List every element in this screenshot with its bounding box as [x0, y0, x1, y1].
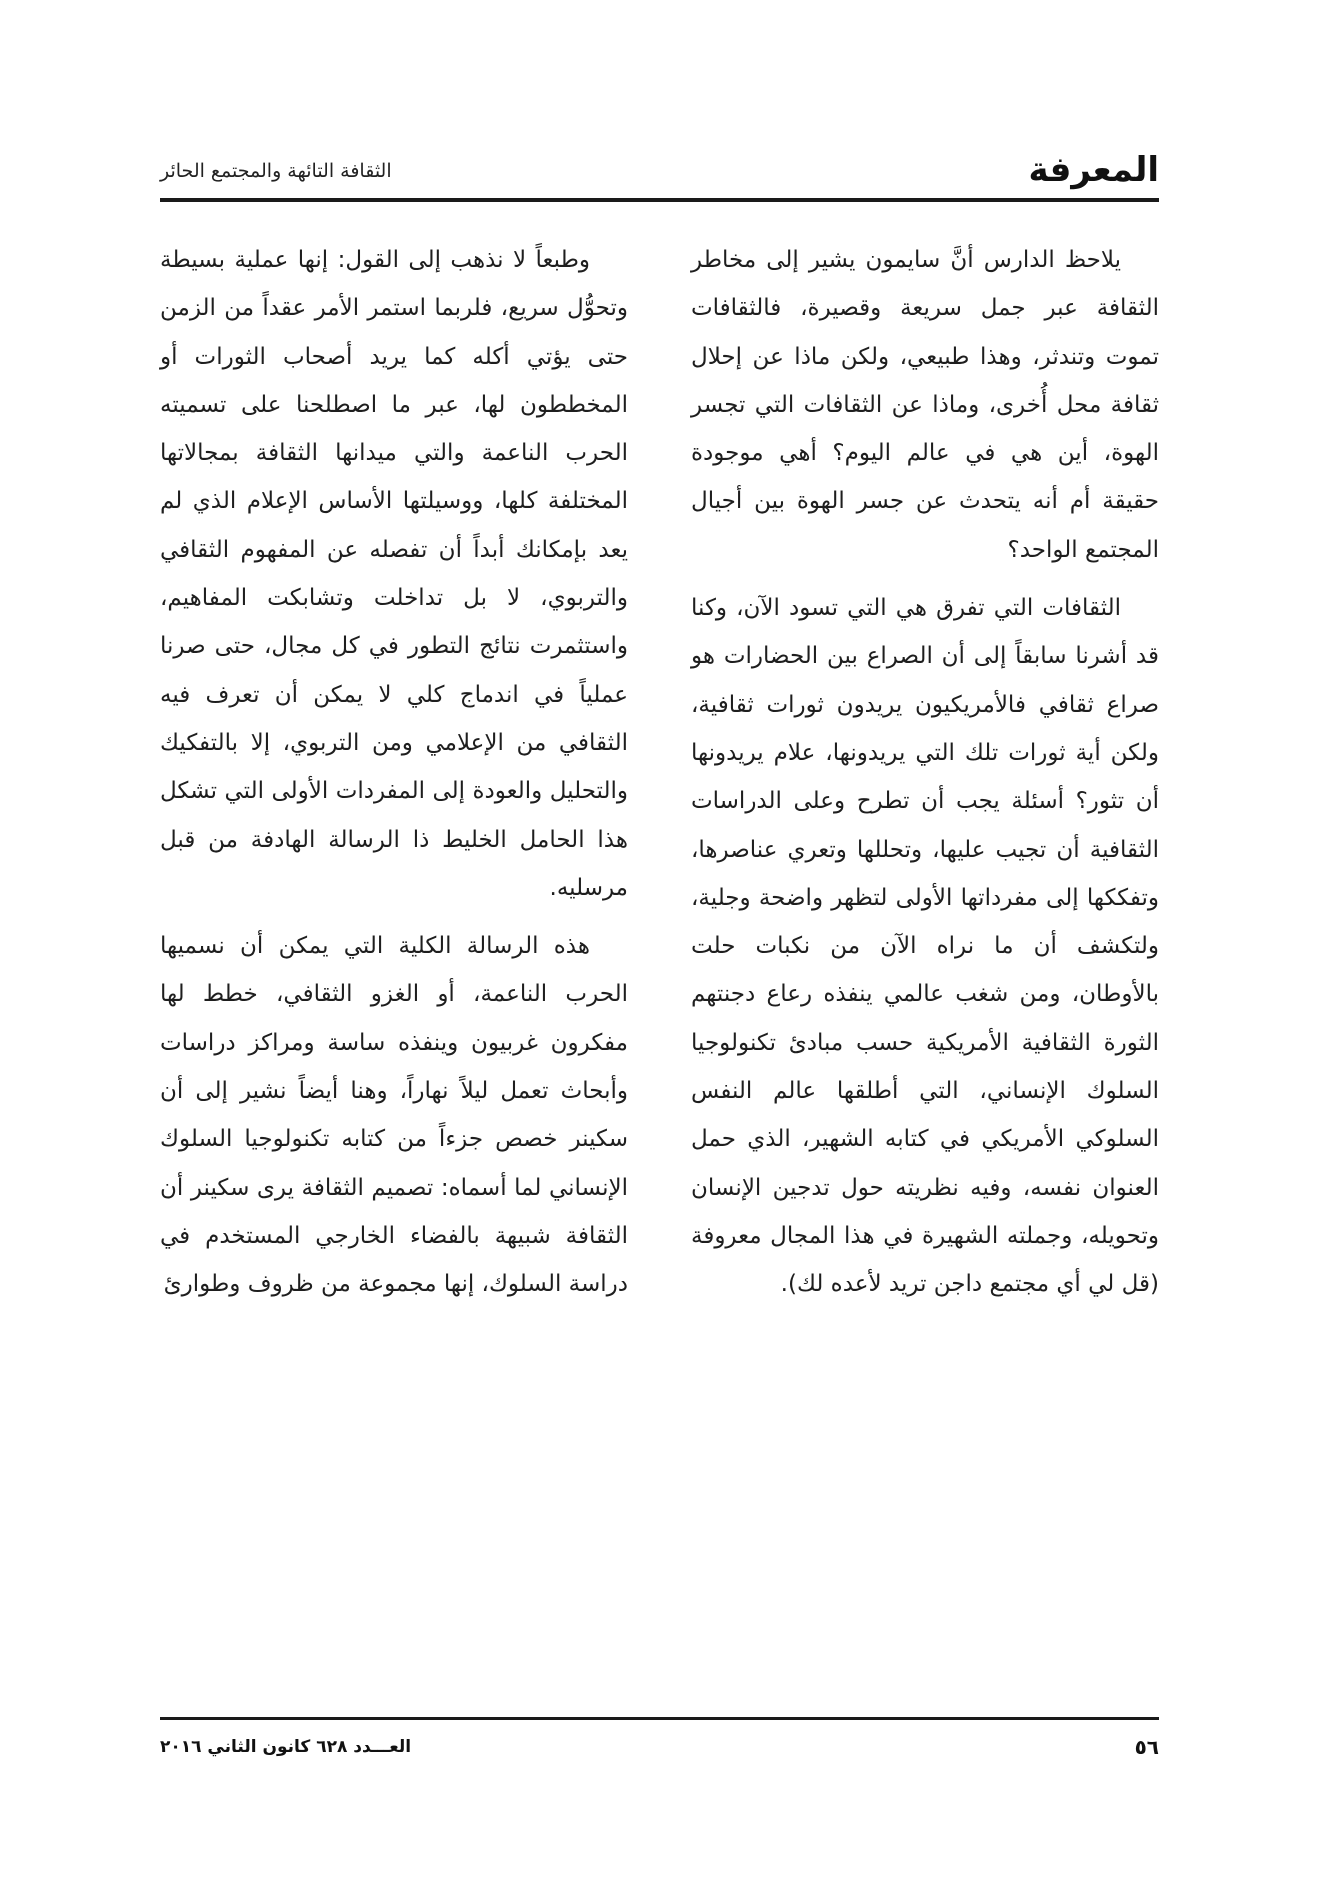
- paragraph: وطبعاً لا نذهب إلى القول: إنها عملية بسيطة وتحوُّل سريع، فلربما استمر الأمر عقداً من الزمن حتى يؤتي أكله كما يريد أصحاب الثورات أو المخططون لها، عبر ما اصطلحنا على تسميته الحرب الناعمة والتي ميدانها الثقافة بمجالاتها المختلفة كلها، ووسيلتها الأساس الإعلام الذي لم يعد بإمكانك أبداً أن تفصله عن المفهوم الثقافي والتربوي، لا بل تداخلت وتشابكت المفاهيم، واستثمرت نتائج التطور في كل مجال، حتى صرنا عملياً في اندماج كلي لا يمكن أن تعرف فيه الثقافي من الإعلامي ومن التربوي، إلا بالتفكيك والتحليل والعودة إلى المفردات الأولى التي تشكل هذا الحامل الخليط ذا الرسالة الهادفة من قبل مرسليه.: [160, 247, 628, 901]
- paragraph: يلاحظ الدارس أنَّ سايمون يشير إلى مخاطر الثقافة عبر جمل سريعة وقصيرة، فالثقافات تموت وتندثر، وهذا طبيعي، ولكن ماذا عن إحلال ثقافة محل أُخرى، وماذا عن الثقافات التي تجسر الهوة، أين هي في عالم اليوم؟ أهي موجودة حقيقة أم أنه يتحدث عن جسر الهوة بين أجيال المجتمع الواحد؟: [691, 247, 1159, 563]
- paragraph: الثقافات التي تفرق هي التي تسود الآن، وكنا قد أشرنا سابقاً إلى أن الصراع بين الحضارات هو صراع ثقافي فالأمريكيون يريدون ثورات ثقافية، ولكن أية ثورات تلك التي يريدونها، علام يريدونها أن تثور؟ أسئلة يجب أن تطرح وعلى الدراسات الثقافية أن تجيب عليها، وتحللها وتعري عناصرها، وتفككها إلى مفرداتها الأولى لتظهر واضحة وجلية، ولتكشف أن ما نراه الآن من نكبات حلت بالأوطان، ومن شغب عالمي ينفذه رعاع دجنتهم الثورة الثقافية الأمريكية حسب مبادئ تكنولوجيا السلوك الإنساني، التي أطلقها عالم النفس السلوكي الأمريكي في كتابه الشهير، الذي حمل العنوان نفسه، وفيه نظريته حول تدجين الإنسان وتحويله، وجملته الشهيرة في هذا المجال معروفة (قل لي أي مجتمع داجن تريد لأعده لك).: [691, 595, 1159, 1298]
- page-number: ٥٦: [1134, 1735, 1159, 1759]
- text-column-right: [691, 236, 1159, 1319]
- page-footer: [160, 1733, 1159, 1763]
- magazine-logo: المعرفة: [1028, 150, 1159, 190]
- text-column-left: [160, 236, 628, 1319]
- paragraph: هذه الرسالة الكلية التي يمكن أن نسميها الحرب الناعمة، أو الغزو الثقافي، خطط لها مفكرون غربيون وينفذه ساسة ومراكز دراسات وأبحاث تعمل ليلاً نهاراً، وهنا أيضاً نشير إلى أن سكينر خصص جزءاً من كتابه تكنولوجيا السلوك الإنساني لما أسماه: تصميم الثقافة يرى سكينر أن الثقافة شبيهة بالفضاء الخارجي المستخدم في دراسة السلوك، إنها مجموعة من ظروف وطوارئ: [160, 933, 628, 1298]
- header-rule: [160, 198, 1159, 202]
- running-title: الثقافة التائهة والمجتمع الحائر: [160, 160, 392, 182]
- footer-rule: [160, 1717, 1159, 1720]
- issue-info: العـــدد ٦٢٨ كانون الثاني ٢٠١٦: [160, 1737, 412, 1757]
- page-header: [160, 150, 1159, 194]
